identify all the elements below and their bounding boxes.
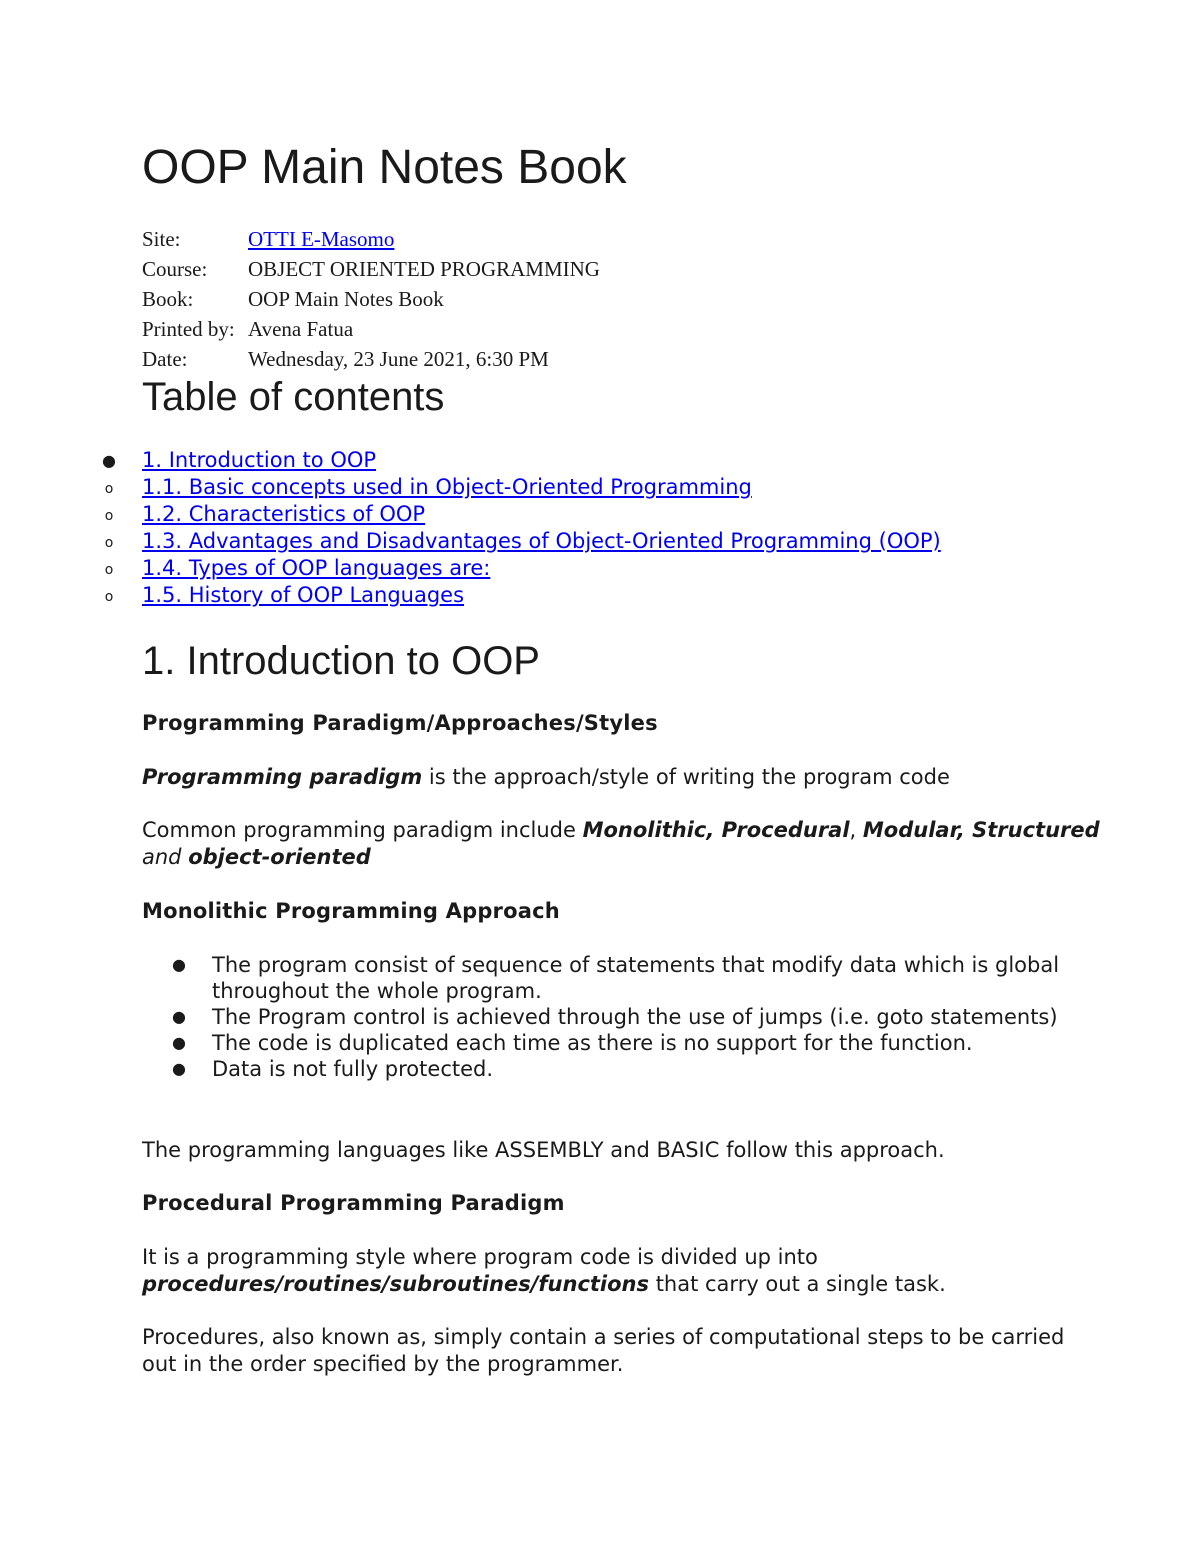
subheading-procedural: Procedural Programming Paradigm xyxy=(142,1191,565,1215)
bullet-icon: ● xyxy=(172,1007,186,1026)
bullet-icon: ● xyxy=(172,955,186,974)
meta-row-date xyxy=(142,344,600,374)
toc-link-1-1[interactable]: 1.1. Basic concepts used in Object-Oriented Programming xyxy=(142,475,752,499)
term: Modular, Structured xyxy=(862,818,1100,842)
term: procedures/routines/subroutines/functions xyxy=(142,1272,650,1296)
paragraph-assembly-basic: The programming languages like ASSEMBLY and BASIC follow this approach. xyxy=(142,1138,945,1162)
toc-item xyxy=(102,528,941,555)
circle-bullet-icon: o xyxy=(104,481,114,497)
list-item xyxy=(142,1056,1082,1082)
toc-heading: Table of contents xyxy=(142,375,445,419)
subheading-paradigm: Programming Paradigm/Approaches/Styles xyxy=(142,711,658,735)
meta-label: Book: xyxy=(142,287,194,311)
term: Programming paradigm xyxy=(142,765,423,789)
bullet-icon: ● xyxy=(172,1033,186,1052)
term: object-oriented xyxy=(188,845,371,869)
toc-link-1[interactable]: 1. Introduction to OOP xyxy=(142,448,377,472)
paragraph-common-paradigms xyxy=(142,817,1102,871)
term: Monolithic, Procedural xyxy=(582,818,850,842)
list-item xyxy=(142,952,1082,1004)
table-of-contents xyxy=(102,447,941,609)
meta-label: Course: xyxy=(142,257,208,281)
meta-label: Site: xyxy=(142,227,181,251)
toc-item xyxy=(102,447,941,474)
site-link[interactable]: OTTI E-Masomo xyxy=(248,227,395,251)
paragraph-procedural-definition xyxy=(142,1244,1102,1298)
circle-bullet-icon: o xyxy=(104,508,114,524)
meta-row-book xyxy=(142,284,600,314)
meta-value: Wednesday, 23 June 2021, 6:30 PM xyxy=(248,347,549,371)
list-item-text: The code is duplicated each time as there is no support for the function. xyxy=(212,1031,973,1055)
list-item xyxy=(142,1004,1082,1030)
meta-label: Date: xyxy=(142,347,188,371)
text: that carry out a single task. xyxy=(649,1272,946,1296)
circle-bullet-icon: o xyxy=(104,562,114,578)
circle-bullet-icon: o xyxy=(104,535,114,551)
toc-item xyxy=(102,582,941,609)
paragraph-procedures: Procedures, also known as, simply contain a series of computational steps to be carried out in the order specified by the programmer. xyxy=(142,1325,1065,1376)
text: , xyxy=(849,818,863,842)
toc-item xyxy=(102,555,941,582)
meta-row-course xyxy=(142,254,600,284)
toc-link-1-3[interactable]: 1.3. Advantages and Disadvantages of Object-Oriented Programming (OOP) xyxy=(142,529,941,553)
disc-bullet-icon: ● xyxy=(102,451,116,470)
text: and xyxy=(142,845,189,869)
meta-value: Avena Fatua xyxy=(248,317,354,341)
text: Common programming paradigm include xyxy=(142,818,583,842)
section-heading: 1. Introduction to OOP xyxy=(142,639,540,683)
metadata-table xyxy=(142,224,600,374)
toc-item xyxy=(102,474,941,501)
toc-link-1-4[interactable]: 1.4. Types of OOP languages are: xyxy=(142,556,491,580)
text: is the approach/style of writing the program code xyxy=(422,765,950,789)
list-item-text: The program consist of sequence of statements that modify data which is global throughout the whole program. xyxy=(212,953,1060,1003)
document-title: OOP Main Notes Book xyxy=(142,141,627,194)
paragraph-paradigm-definition xyxy=(142,764,1102,791)
list-item xyxy=(142,1030,1082,1056)
meta-row-site xyxy=(142,224,600,254)
toc-item xyxy=(102,501,941,528)
meta-value: OBJECT ORIENTED PROGRAMMING xyxy=(248,257,600,281)
list-item-text: The Program control is achieved through the use of jumps (i.e. goto statements) xyxy=(212,1005,1058,1029)
circle-bullet-icon: o xyxy=(104,589,114,605)
monolithic-bullet-list xyxy=(142,952,1082,1082)
subheading-monolithic: Monolithic Programming Approach xyxy=(142,899,560,923)
toc-link-1-5[interactable]: 1.5. History of OOP Languages xyxy=(142,583,465,607)
meta-value: OOP Main Notes Book xyxy=(248,287,444,311)
meta-label: Printed by: xyxy=(142,317,235,341)
text: It is a programming style where program code is divided up into xyxy=(142,1245,818,1269)
bullet-icon: ● xyxy=(172,1059,186,1078)
meta-row-printed-by xyxy=(142,314,600,344)
list-item-text: Data is not fully protected. xyxy=(212,1057,494,1081)
toc-link-1-2[interactable]: 1.2. Characteristics of OOP xyxy=(142,502,426,526)
